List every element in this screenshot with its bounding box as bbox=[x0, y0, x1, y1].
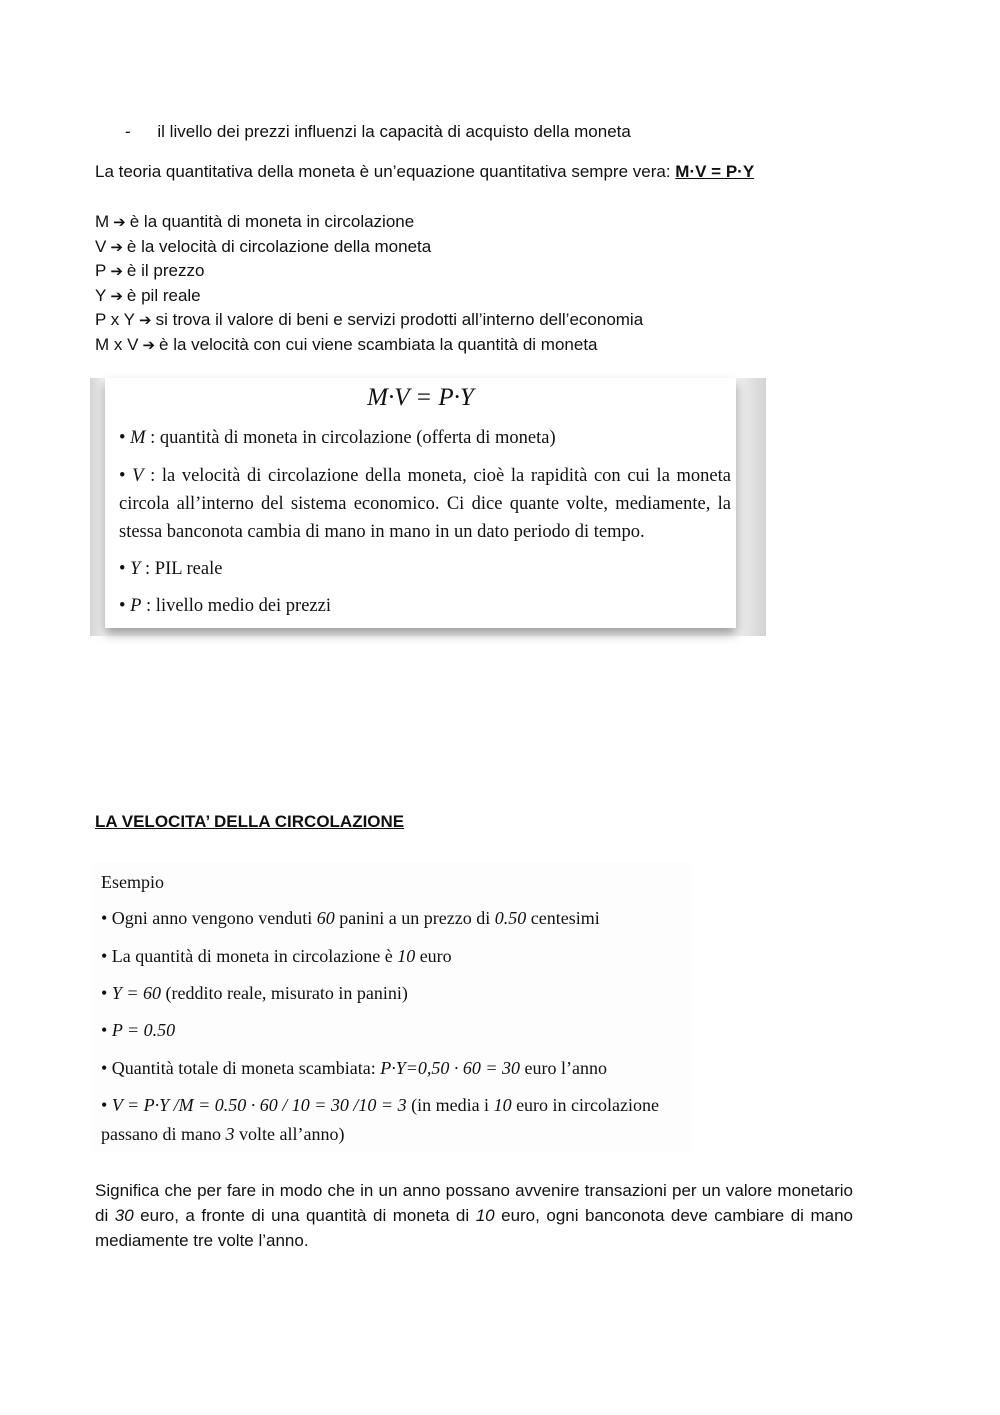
example-text: euro l’anno bbox=[520, 1058, 607, 1078]
slide-item-text: : livello medio dei prezzi bbox=[141, 596, 331, 616]
conclusion-value: 30 bbox=[114, 1206, 134, 1225]
example-text: • La quantità di moneta in circolazione è bbox=[101, 946, 398, 966]
bullet-line bbox=[125, 120, 631, 144]
slide-item-symbol: Y bbox=[130, 559, 141, 579]
slide-item-symbol: V bbox=[132, 466, 144, 486]
definition-text: è pil reale bbox=[126, 285, 201, 305]
definition-item bbox=[95, 308, 643, 332]
definition-item bbox=[95, 284, 201, 308]
section-title: LA VELOCITA’ DELLA CIRCOLAZIONE bbox=[95, 812, 405, 831]
example-value: 0.50 bbox=[494, 908, 527, 928]
definition-text: è la quantità di moneta in circolazione bbox=[129, 212, 415, 231]
slide-formula: M·V = P·Y bbox=[367, 384, 474, 411]
intro-equation: M·V = P·Y bbox=[675, 162, 755, 181]
example-line bbox=[101, 1054, 607, 1082]
definition-text: si trova il valore di beni e servizi prodotti all’interno dell’economia bbox=[155, 310, 644, 329]
conclusion-value: 10 bbox=[475, 1206, 495, 1225]
conclusion-text: euro, ogni banconota deve cambiare di mano mediamente tre volte l’anno. bbox=[95, 1206, 853, 1250]
definition-text: è il prezzo bbox=[126, 261, 205, 280]
definition-symbol: M bbox=[95, 212, 110, 231]
definition-item bbox=[95, 333, 598, 357]
example-text: passano di mano bbox=[101, 1124, 226, 1144]
example-value: P = 0.50 bbox=[111, 1020, 176, 1040]
example-text: euro bbox=[415, 946, 452, 966]
conclusion-text: euro, a fronte di una quantità di moneta di bbox=[133, 1206, 476, 1225]
example-text: (in media i bbox=[406, 1095, 494, 1115]
definition-text: è la velocità di circolazione della moneta bbox=[126, 236, 432, 256]
bullet-text: il livello dei prezzi influenzi la capacità di acquisto della moneta bbox=[157, 122, 631, 141]
example-text: (reddito reale, misurato in panini) bbox=[160, 983, 408, 1003]
right-arrow-icon: ➔ bbox=[139, 311, 152, 329]
slide-item-symbol: P bbox=[130, 596, 142, 616]
definition-symbol: V bbox=[95, 236, 107, 256]
example-text: centesimi bbox=[526, 908, 600, 928]
slide-item: • V : la velocità di circolazione della moneta, cioè la rapidità con cui la moneta circola all’interno del sistema economico. Ci dice quante volte, mediamente, la stessa banconota cambia di mano in mano in un dato periodo di tempo. bbox=[119, 466, 731, 542]
example-line bbox=[101, 1091, 659, 1119]
example-text: • bbox=[101, 1020, 112, 1040]
definition-item bbox=[95, 235, 431, 259]
slide-item: • P : livello medio dei prezzi bbox=[119, 596, 331, 616]
definition-symbol: Y bbox=[95, 285, 107, 305]
slide-content bbox=[105, 378, 736, 628]
example-line bbox=[101, 979, 408, 1007]
example-title: Esempio bbox=[101, 872, 164, 892]
definition-symbol: M x V bbox=[95, 334, 139, 354]
intro-text: La teoria quantitativa della moneta è un’equazione quantitativa sempre vera: bbox=[95, 162, 676, 181]
example-text: • Quantità totale di moneta scambiata: bbox=[101, 1058, 381, 1078]
example-slide-image bbox=[92, 862, 692, 1152]
definition-text: è la velocità con cui viene scambiata la quantità di moneta bbox=[159, 334, 598, 354]
bullet-dash: - bbox=[125, 122, 131, 141]
slide-item-text: : la velocità di circolazione della moneta, cioè la rapidità con cui la moneta circola all’interno del sistema economico. Ci dice quante volte, mediamente, la stessa banconota cambia di mano in mano in un dato periodo di tempo. bbox=[119, 466, 731, 542]
slide-item-text: : quantità di moneta in circolazione (offerta di moneta) bbox=[145, 428, 556, 448]
formula-slide-image bbox=[90, 378, 766, 636]
example-value: 3 bbox=[225, 1124, 235, 1144]
slide-item-symbol: M bbox=[130, 428, 146, 448]
example-text: panini a un prezzo di bbox=[334, 908, 495, 928]
example-value: V = P·Y /M = 0.50 · 60 / 10 = 30 /10 = 3 bbox=[111, 1095, 407, 1115]
example-text: euro in circolazione bbox=[511, 1095, 659, 1115]
right-arrow-icon: ➔ bbox=[113, 213, 126, 231]
example-line bbox=[101, 942, 452, 970]
definition-item bbox=[95, 259, 204, 283]
slide-item-text: : PIL reale bbox=[140, 559, 223, 579]
intro-line bbox=[95, 160, 754, 184]
example-text: volte all’anno) bbox=[234, 1124, 345, 1144]
right-arrow-icon: ➔ bbox=[110, 237, 123, 256]
right-arrow-icon: ➔ bbox=[110, 286, 123, 305]
example-value: Y = 60 bbox=[111, 983, 161, 1003]
example-line bbox=[101, 1120, 344, 1148]
slide-item: • M : quantità di moneta in circolazione (offerta di moneta) bbox=[119, 428, 556, 448]
right-arrow-icon: ➔ bbox=[110, 262, 123, 280]
example-value: 60 bbox=[316, 908, 335, 928]
example-value: 10 bbox=[397, 946, 416, 966]
slide-item: • Y : PIL reale bbox=[119, 559, 223, 579]
example-value: 10 bbox=[493, 1095, 512, 1115]
definition-symbol: P x Y bbox=[95, 310, 136, 329]
right-arrow-icon: ➔ bbox=[142, 335, 156, 354]
example-text: • bbox=[101, 983, 112, 1003]
definition-symbol: P bbox=[95, 261, 107, 280]
example-line bbox=[101, 904, 600, 932]
definition-item bbox=[95, 210, 414, 234]
example-text: • Ogni anno vengono venduti bbox=[101, 908, 317, 928]
conclusion-paragraph bbox=[95, 1178, 853, 1253]
example-value: P·Y=0,50 · 60 = 30 bbox=[380, 1058, 521, 1078]
conclusion-text: Significa che per fare in modo che in un anno possano avvenire transazioni per un valore monetario di bbox=[95, 1181, 853, 1225]
example-line bbox=[101, 1016, 175, 1044]
example-text: • bbox=[101, 1095, 112, 1115]
